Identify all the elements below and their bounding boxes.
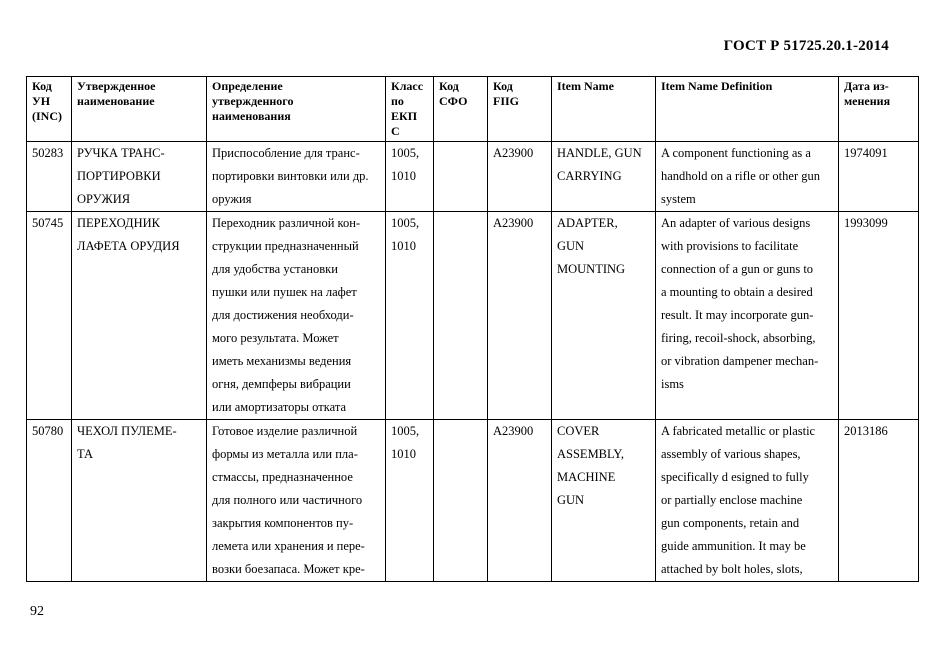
cell-definition-ru xyxy=(207,420,386,582)
column-header-line: Класс xyxy=(391,79,424,93)
table-row xyxy=(27,212,919,420)
column-header-line: менения xyxy=(844,94,891,108)
cell-line: Переходник различной кон- xyxy=(212,216,361,230)
page-number: 92 xyxy=(30,604,44,619)
table-header-row xyxy=(27,77,919,142)
cell-line: system xyxy=(661,192,696,206)
column-header-approved-name xyxy=(72,77,207,142)
cell-item-name xyxy=(552,212,656,420)
column-header-line: Определение xyxy=(212,79,283,93)
cell-line: иметь механизмы ведения xyxy=(212,354,352,368)
cell-item-name-definition xyxy=(656,212,839,420)
cell-line: для полного или частичного xyxy=(212,493,363,507)
cell-fiig-code xyxy=(488,420,552,582)
cell-line: MACHINE xyxy=(557,470,616,484)
cell-line: A fabricated metallic or plastic xyxy=(661,424,816,438)
cell-line: handhold on a rifle or other gun xyxy=(661,169,820,183)
cell-line: ПОРТИРОВКИ xyxy=(77,169,161,183)
cell-approved-name xyxy=(72,212,207,420)
cell-line: guide ammunition. It may be xyxy=(661,539,806,553)
cell-line: attached by bolt holes, slots, xyxy=(661,562,803,576)
cell-value: 1993099 xyxy=(844,216,888,230)
cell-line: или амортизаторы отката xyxy=(212,400,346,414)
cell-line: COVER xyxy=(557,424,600,438)
column-header-line: Код xyxy=(439,79,459,93)
cell-line: isms xyxy=(661,377,684,391)
cell-line: GUN xyxy=(557,493,585,507)
cell-line: 1010 xyxy=(391,239,416,253)
cell-item-name xyxy=(552,142,656,212)
table-row xyxy=(27,420,919,582)
table-row xyxy=(27,142,919,212)
cell-line: ADAPTER, xyxy=(557,216,618,230)
table-body xyxy=(27,142,919,582)
column-header-definition-ru xyxy=(207,77,386,142)
column-header-line: (INC) xyxy=(32,109,62,123)
column-header-line: Код xyxy=(32,79,52,93)
cell-value: 50745 xyxy=(32,216,64,230)
cell-value: 50780 xyxy=(32,424,64,438)
cell-line: ASSEMBLY, xyxy=(557,447,624,461)
column-header-line: С xyxy=(391,124,400,138)
cell-line: 1010 xyxy=(391,169,416,183)
cell-line: возки боезапаса. Может кре- xyxy=(212,562,365,576)
cell-line: or partially enclose machine xyxy=(661,493,803,507)
cell-sfo-code xyxy=(434,142,488,212)
cell-line: 1005, xyxy=(391,146,420,160)
cell-item-name xyxy=(552,420,656,582)
column-header-line: ЕКП xyxy=(391,109,418,123)
document-id: ГОСТ Р 51725.20.1-2014 xyxy=(723,38,889,54)
cell-value: A23900 xyxy=(493,216,534,230)
column-header-line: СФО xyxy=(439,94,468,108)
column-header-sfo-code xyxy=(434,77,488,142)
cell-item-name-definition xyxy=(656,142,839,212)
cell-line: стмассы, предназначенное xyxy=(212,470,353,484)
cell-line: РУЧКА ТРАНС- xyxy=(77,146,165,160)
cell-definition-ru xyxy=(207,212,386,420)
column-header-line: Утвержденное xyxy=(77,79,156,93)
cell-line: A component functioning as a xyxy=(661,146,811,160)
cell-line: with provisions to facilitate xyxy=(661,239,799,253)
cell-line: CARRYING xyxy=(557,169,622,183)
cell-line: assembly of various shapes, xyxy=(661,447,801,461)
cell-ekps-class xyxy=(386,142,434,212)
column-header-line: Код xyxy=(493,79,513,93)
cell-line: для удобства установки xyxy=(212,262,338,276)
cell-change-date xyxy=(839,420,919,582)
column-header-line: Item Name Definition xyxy=(661,79,773,93)
cell-fiig-code xyxy=(488,212,552,420)
column-header-line: утвержденного xyxy=(212,94,294,108)
cell-fiig-code xyxy=(488,142,552,212)
cell-line: gun components, retain and xyxy=(661,516,800,530)
cell-line: оружия xyxy=(212,192,252,206)
cell-line: MOUNTING xyxy=(557,262,626,276)
cell-change-date xyxy=(839,212,919,420)
column-header-line: наименование xyxy=(77,94,155,108)
cell-value: 1974091 xyxy=(844,146,888,160)
cell-line: ОРУЖИЯ xyxy=(77,192,131,206)
cell-line: a mounting to obtain a desired xyxy=(661,285,813,299)
cell-approved-name xyxy=(72,142,207,212)
cell-line: струкции предназначенный xyxy=(212,239,359,253)
cell-line: 1005, xyxy=(391,216,420,230)
column-header-line: Item Name xyxy=(557,79,614,93)
cell-line: GUN xyxy=(557,239,585,253)
cell-line: для достижения необходи- xyxy=(212,308,354,322)
cell-line: огня, демпферы вибрации xyxy=(212,377,351,391)
cell-line: connection of a gun or guns to xyxy=(661,262,814,276)
cell-value: A23900 xyxy=(493,146,534,160)
cell-line: формы из металла или пла- xyxy=(212,447,358,461)
column-header-item-name xyxy=(552,77,656,142)
cell-line: An adapter of various designs xyxy=(661,216,811,230)
column-header-item-name-definition xyxy=(656,77,839,142)
cell-line: лемета или хранения и пере- xyxy=(212,539,365,553)
cell-line: 1010 xyxy=(391,447,416,461)
cell-line: HANDLE, GUN xyxy=(557,146,642,160)
cell-inc xyxy=(27,212,72,420)
cell-line: мого результата. Может xyxy=(212,331,339,345)
cell-line: портировки винтовки или др. xyxy=(212,169,369,183)
cell-item-name-definition xyxy=(656,420,839,582)
cell-line: ЧЕХОЛ ПУЛЕМЕ- xyxy=(77,424,177,438)
column-header-ekps-class xyxy=(386,77,434,142)
cell-line: ПЕРЕХОДНИК xyxy=(77,216,160,230)
cell-approved-name xyxy=(72,420,207,582)
column-header-inc xyxy=(27,77,72,142)
cell-line: firing, recoil-shock, absorbing, xyxy=(661,331,816,345)
nomenclature-table xyxy=(26,76,919,582)
cell-line: Готовое изделие различной xyxy=(212,424,358,438)
cell-line: ТА xyxy=(77,447,94,461)
column-header-line: по xyxy=(391,94,404,108)
cell-sfo-code xyxy=(434,420,488,582)
column-header-line: УН xyxy=(32,94,51,108)
cell-line: закрытия компонентов пу- xyxy=(212,516,354,530)
cell-line: specifically d esigned to fully xyxy=(661,470,809,484)
cell-line: ЛАФЕТА ОРУДИЯ xyxy=(77,239,180,253)
column-header-fiig-code xyxy=(488,77,552,142)
cell-value: 2013186 xyxy=(844,424,888,438)
cell-line: Приспособление для транс- xyxy=(212,146,360,160)
cell-line: пушки или пушек на лафет xyxy=(212,285,357,299)
column-header-line: Дата из- xyxy=(844,79,889,93)
cell-line: result. It may incorporate gun- xyxy=(661,308,814,322)
column-header-line: наименования xyxy=(212,109,291,123)
cell-definition-ru xyxy=(207,142,386,212)
column-header-change-date xyxy=(839,77,919,142)
cell-ekps-class xyxy=(386,420,434,582)
cell-inc xyxy=(27,420,72,582)
cell-value: A23900 xyxy=(493,424,534,438)
cell-change-date xyxy=(839,142,919,212)
cell-inc xyxy=(27,142,72,212)
cell-ekps-class xyxy=(386,212,434,420)
cell-line: or vibration dampener mechan- xyxy=(661,354,819,368)
cell-line: 1005, xyxy=(391,424,420,438)
column-header-line: FIIG xyxy=(493,94,520,108)
cell-sfo-code xyxy=(434,212,488,420)
cell-value: 50283 xyxy=(32,146,64,160)
